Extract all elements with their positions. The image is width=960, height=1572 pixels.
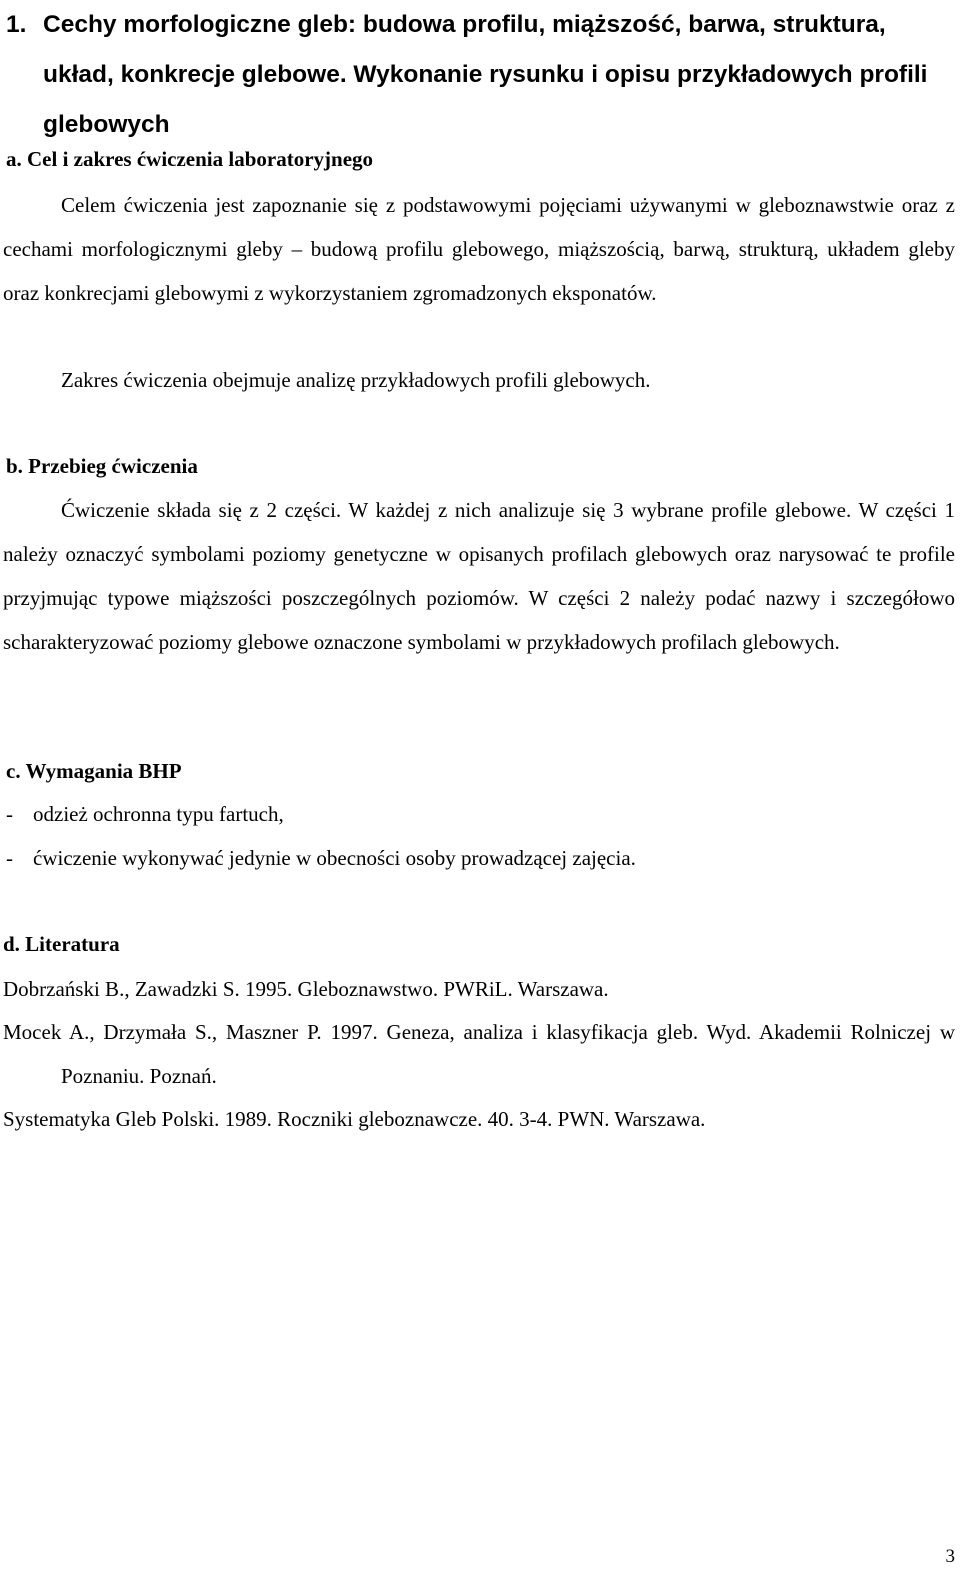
bullet-dash: -	[6, 802, 13, 826]
reference-item: Dobrzański B., Zawadzki S. 1995. Gleboznawstwo. PWRiL. Warszawa.	[3, 977, 609, 1001]
chapter-number: 1.	[6, 11, 27, 38]
page-number: 3	[945, 1546, 955, 1567]
chapter-title	[6, 0, 956, 150]
section-a-paragraph-1: Celem ćwiczenia jest zapoznanie się z podstawowymi pojęciami używanymi w gleboznawstwie oraz z cechami morfologicznymi gleby – budową profilu glebowego, miąższością, barwą, strukturą, układem gleby oraz konkrecjami glebowymi z wykorzystaniem zgromadzonych eksponatów.	[3, 193, 955, 305]
reference-item: Systematyka Gleb Polski. 1989. Roczniki gleboznawcze. 40. 3-4. PWN. Warszawa.	[3, 1107, 706, 1131]
bhp-item: odzież ochronna typu fartuch,	[33, 802, 284, 826]
section-b-paragraph: Ćwiczenie składa się z 2 części. W każdej z nich analizuje się 3 wybrane profile glebowe. W części 1 należy oznaczyć symbolami poziomy genetyczne w opisanych profilach glebowych oraz narysować te profile przyjmując typowe miąższości poszczególnych poziomów. W części 2 należy podać nazwy i szczegółowo scharakteryzować poziomy glebowe oznaczone symbolami w przykładowych profilach glebowych.	[3, 498, 955, 654]
section-d-heading: d. Literatura	[3, 932, 120, 956]
chapter-title-text: Cechy morfologiczne gleb: budowa profilu, miąższość, barwa, struktura, układ, konkrecje glebowe. Wykonanie rysunku i opisu przykładowych profili glebowych	[43, 11, 928, 138]
reference-item: Mocek A., Drzymała S., Maszner P. 1997. Geneza, analiza i klasyfikacja gleb. Wyd. Akademii Rolniczej w Poznaniu. Poznań.	[3, 1020, 955, 1088]
bullet-dash: -	[6, 846, 13, 870]
section-c-heading: c. Wymagania BHP	[6, 759, 182, 783]
section-a-paragraph-2: Zakres ćwiczenia obejmuje analizę przykładowych profili glebowych.	[61, 368, 651, 392]
section-a-heading: a. Cel i zakres ćwiczenia laboratoryjnego	[6, 147, 374, 171]
section-b-heading: b. Przebieg ćwiczenia	[6, 454, 198, 478]
bhp-item: ćwiczenie wykonywać jedynie w obecności osoby prowadzącej zajęcia.	[33, 846, 636, 870]
